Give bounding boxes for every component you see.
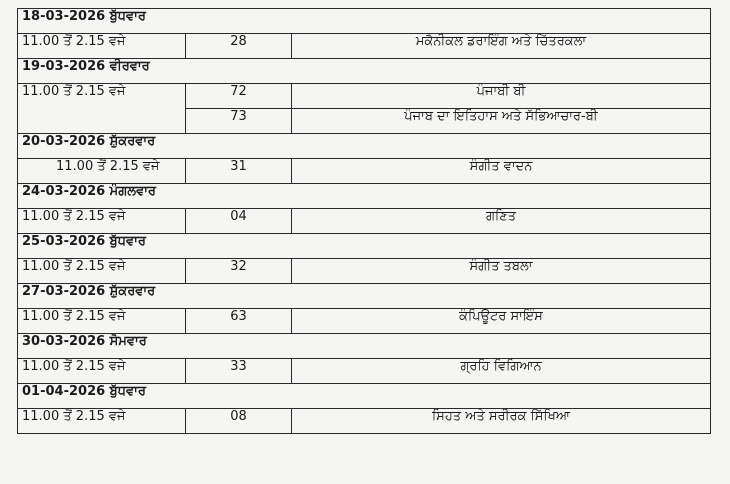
exam-time: 11.00 ਤੋਂ 2.15 ਵਜੇ xyxy=(18,34,186,59)
table-row xyxy=(18,409,711,434)
exam-time: 11.00 ਤੋਂ 2.15 ਵਜੇ xyxy=(18,159,186,184)
table-row xyxy=(18,209,711,234)
subject-name: ਸਿਹਤ ਅਤੇ ਸਰੀਰਕ ਸਿੱਖਿਆ xyxy=(292,409,711,434)
exam-schedule-table xyxy=(17,8,711,434)
subject-name: ਸੰਗੀਤ ਤਬਲਾ xyxy=(292,259,711,284)
subject-code: 32 xyxy=(186,259,292,284)
exam-date: 25-03-2026 ਬੁੱਧਵਾਰ xyxy=(18,234,711,259)
exam-date: 19-03-2026 ਵੀਰਵਾਰ xyxy=(18,59,711,84)
date-header-row xyxy=(18,384,711,409)
table-row xyxy=(18,359,711,384)
subject-code: 28 xyxy=(186,34,292,59)
exam-date: 30-03-2026 ਸੋਮਵਾਰ xyxy=(18,334,711,359)
table-row xyxy=(18,159,711,184)
subject-name: ਪੰਜਾਬੀ ਬੀ xyxy=(292,84,711,109)
exam-time: 11.00 ਤੋਂ 2.15 ਵਜੇ xyxy=(18,409,186,434)
exam-date: 27-03-2026 ਸ਼ੁੱਕਰਵਾਰ xyxy=(18,284,711,309)
table-row xyxy=(18,34,711,59)
date-header-row xyxy=(18,334,711,359)
exam-date: 24-03-2026 ਮੰਗਲਵਾਰ xyxy=(18,184,711,209)
subject-code: 63 xyxy=(186,309,292,334)
subject-name: ਮਕੈਨੀਕਲ ਡਰਾਇੰਗ ਅਤੇ ਚਿੱਤਰਕਲਾ xyxy=(292,34,711,59)
table-row xyxy=(18,309,711,334)
exam-date: 01-04-2026 ਬੁੱਧਵਾਰ xyxy=(18,384,711,409)
table-row xyxy=(18,259,711,284)
date-header-row xyxy=(18,284,711,309)
date-header-row xyxy=(18,184,711,209)
date-header-row xyxy=(18,59,711,84)
subject-name: ਸੰਗੀਤ ਵਾਦਨ xyxy=(292,159,711,184)
exam-time: 11.00 ਤੋਂ 2.15 ਵਜੇ xyxy=(18,359,186,384)
exam-date: 18-03-2026 ਬੁੱਧਵਾਰ xyxy=(18,9,711,34)
subject-code: 72 xyxy=(186,84,292,109)
exam-time: 11.00 ਤੋਂ 2.15 ਵਜੇ xyxy=(18,309,186,334)
exam-time: 11.00 ਤੋਂ 2.15 ਵਜੇ xyxy=(18,259,186,284)
subject-code: 73 xyxy=(186,109,292,134)
subject-code: 31 xyxy=(186,159,292,184)
subject-name: ਕੰਪਿਊਟਰ ਸਾਇੰਸ xyxy=(292,309,711,334)
subject-name: ਗ੍ਰਹਿ ਵਿਗਿਆਨ xyxy=(292,359,711,384)
table-row xyxy=(18,84,711,109)
date-header-row xyxy=(18,9,711,34)
exam-date: 20-03-2026 ਸ਼ੁੱਕਰਵਾਰ xyxy=(18,134,711,159)
exam-time: 11.00 ਤੋਂ 2.15 ਵਜੇ xyxy=(18,84,186,134)
subject-code: 08 xyxy=(186,409,292,434)
subject-code: 33 xyxy=(186,359,292,384)
subject-name: ਪੰਜਾਬ ਦਾ ਇਤਿਹਾਸ ਅਤੇ ਸੱਭਿਆਚਾਰ-ਬੀ xyxy=(292,109,711,134)
date-header-row xyxy=(18,134,711,159)
subject-name: ਗਣਿਤ xyxy=(292,209,711,234)
exam-time: 11.00 ਤੋਂ 2.15 ਵਜੇ xyxy=(18,209,186,234)
subject-code: 04 xyxy=(186,209,292,234)
date-header-row xyxy=(18,234,711,259)
